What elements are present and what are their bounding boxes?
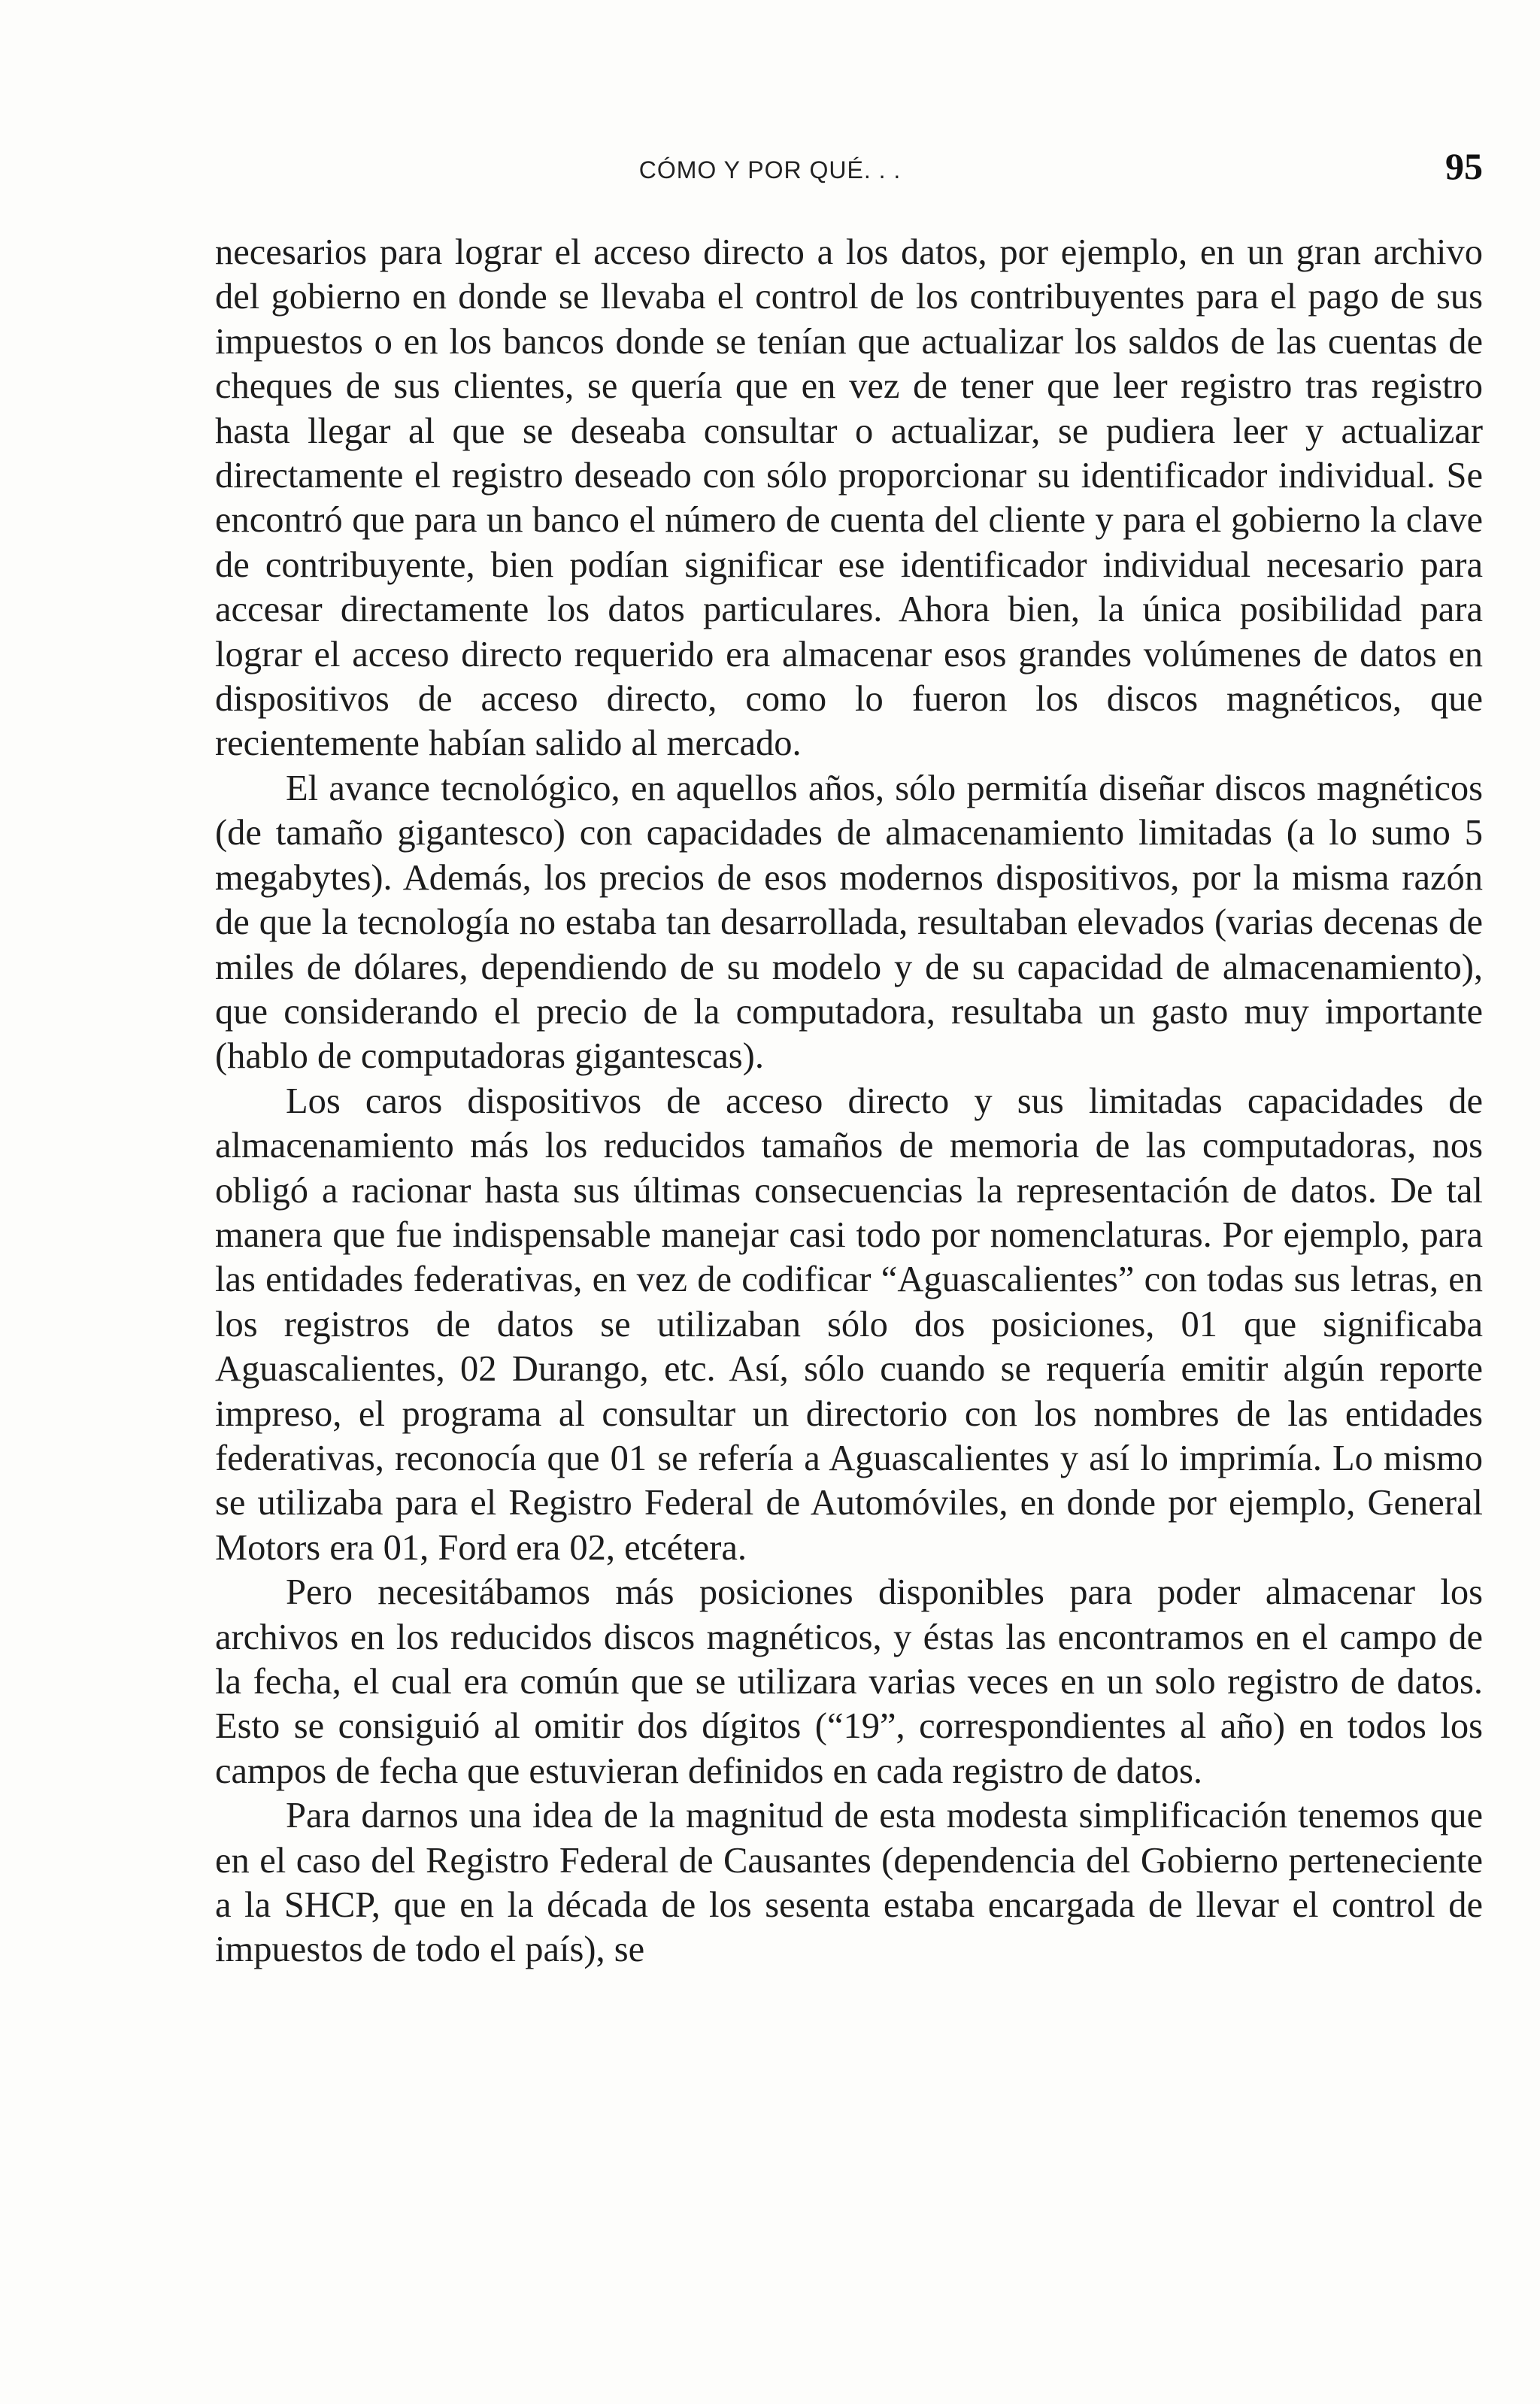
- paragraph-5: Para darnos una idea de la magnitud de esta modesta simplificación tenemos que en el caso del Registro Federal de Causantes (dependencia del Gobierno perteneciente a la SHCP, que en la década de los sesenta estaba encargada de llevar el control de impuestos de todo el país), se: [215, 1796, 1483, 1970]
- running-title: CÓMO Y POR QUÉ. . .: [638, 156, 902, 183]
- paragraph-4: Pero necesitábamos más posiciones disponibles para poder almacenar los archivos en los reducidos discos magnéticos, y éstas las encontramos en el campo de la fecha, el cual era común que se utilizara varias veces en un solo registro de datos. Esto se consiguió al omitir dos dígitos (“19”, correspondientes al año) en todos los campos de fecha que estuvieran definidos en cada registro de datos.: [215, 1572, 1483, 1791]
- paragraph-3: Los caros dispositivos de acceso directo y sus limitadas capacidades de almacenamiento más los reducidos tamaños de memoria de las computadoras, nos obligó a racionar hasta sus últimas consecuencias la representación de datos. De tal manera que fue indispensable manejar casi todo por nomenclaturas. Por ejemplo, para las entidades federativas, en vez de codificar “Aguascalientes” con todas sus letras, en los registros de datos se utilizaban sólo dos posiciones, 01 que significaba Aguascalientes, 02 Durango, etc. Así, sólo cuando se requería emitir algún reporte impreso, el programa al consultar un directorio con los nombres de las entidades federativas, reconocía que 01 se refería a Aguascalientes y así lo imprimía. Lo mismo se utilizaba para el Registro Federal de Automóviles, en donde por ejemplo, General Motors era 01, Ford era 02, etcétera.: [215, 1081, 1483, 1568]
- page-number: 95: [1445, 145, 1483, 187]
- body-text: [215, 230, 1483, 1972]
- paragraph-1: necesarios para lograr el acceso directo a los datos, por ejemplo, en un gran archivo del gobierno en donde se llevaba el control de los contribuyentes para el pago de sus impuestos o en los bancos donde se tenían que actualizar los saldos de las cuentas de cheques de sus clientes, se quería que en vez de tener que leer registro tras registro hasta llegar al que se deseaba consultar o actualizar, se pudiera leer y actualizar directamente el registro deseado con sólo proporcionar su identificador individual. Se encontró que para un banco el número de cuenta del cliente y para el gobierno la clave de contribuyente, bien podían significar ese identificador individual necesario para accesar directamente los datos particulares. Ahora bien, la única posibilidad para lograr el acceso directo requerido era almacenar esos grandes volúmenes de datos en dispositivos de acceso directo, como lo fueron los discos magnéticos, que recientemente habían salido al mercado.: [215, 232, 1483, 764]
- paragraph-2: El avance tecnológico, en aquellos años, sólo permitía diseñar discos magnéticos (de tamaño gigantesco) con capacidades de almacenamiento limitadas (a lo sumo 5 megabytes). Además, los precios de esos modernos dispositivos, por la misma razón de que la tecnología no estaba tan desarrollada, resultaban elevados (varias decenas de miles de dólares, dependiendo de su modelo y de su capacidad de almacenamiento), que considerando el precio de la computadora, resultaba un gasto muy importante (hablo de computadoras gigantescas).: [215, 768, 1483, 1077]
- page-header: [0, 138, 1540, 191]
